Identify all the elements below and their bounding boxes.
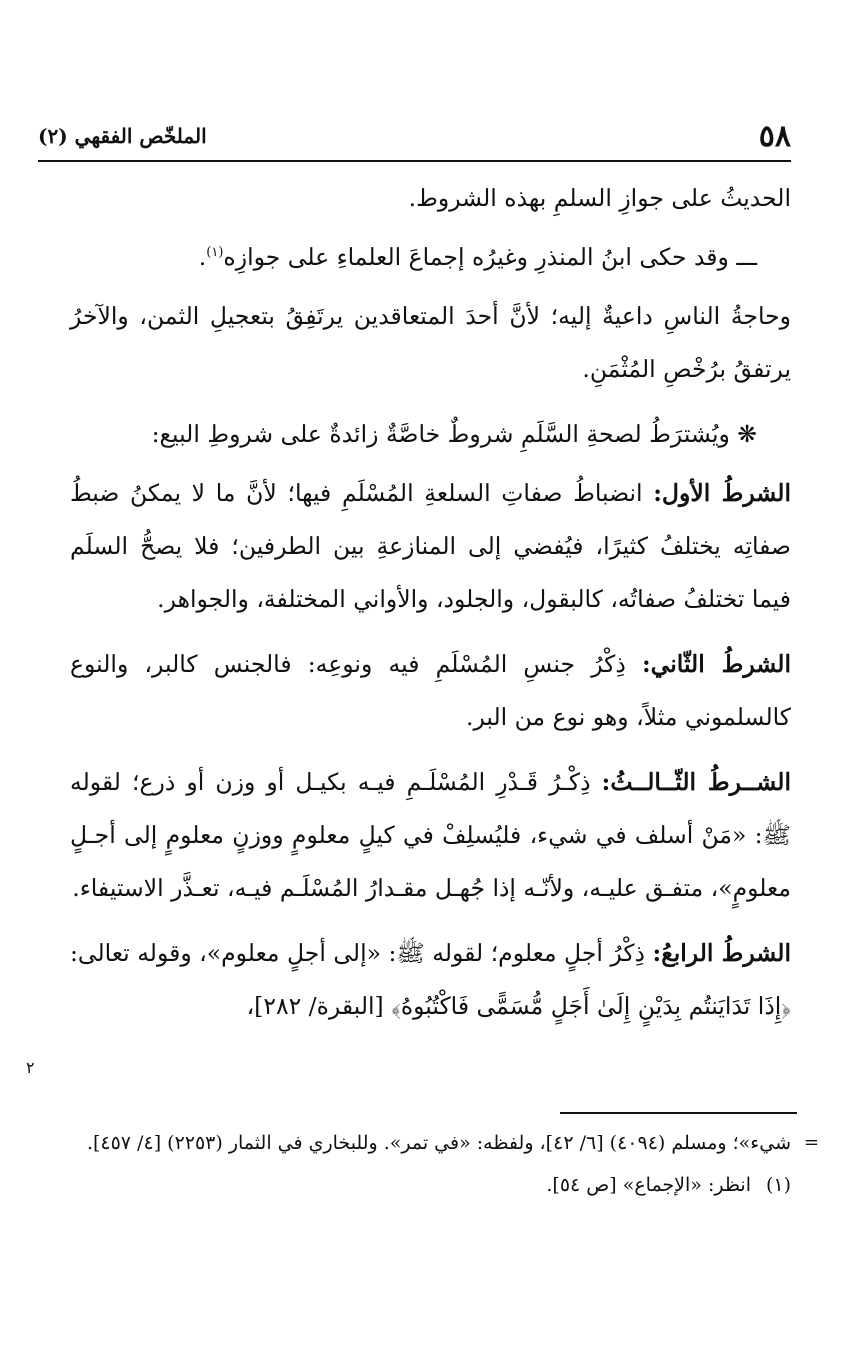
footnote-1-text: انظر: «الإجماع» [ص ٥٤].	[546, 1174, 751, 1196]
condition-4-label: الشرطُ الرابعُ:	[652, 939, 791, 967]
condition-4-text: ذِكْرُ أجلٍ معلوم؛ لقوله ﷺ: «إلى أجلٍ معلوم»، وقوله تعالى: ﴿إِذَا تَدَايَنتُم بِدَيْنٍ إِلَىٰ أَجَلٍ مُّسَمًّى فَاكْتُبُوهُ﴾ [البقرة/ ٢٨٢]،	[70, 939, 791, 1020]
paragraph-4: ❋ ويُشترَطُ لصحةِ السَّلَمِ شروطٌ خاصَّةٌ زائدةٌ على شروطِ البيع:	[151, 420, 757, 448]
book-title: الملخّص الفقهي (٢)	[38, 124, 207, 148]
footnote-continuation-mark: =	[803, 1132, 819, 1153]
condition-3-label: الشــرطُ الثّــالــثُ:	[601, 768, 791, 796]
paragraph-3: وحاجةُ الناسِ داعيةٌ إليه؛ لأنَّ أحدَ المتعاقدين يرتَفِقُ بتعجيلِ الثمن، والآخرُ يرتفقُ برُخْصِ المُثْمَنِ.	[70, 302, 791, 383]
footnote-1-number: (١)	[765, 1174, 791, 1196]
condition-2	[70, 638, 791, 744]
page-number: ٥٨	[758, 118, 791, 154]
condition-2-label: الشرطُ الثّاني:	[642, 650, 791, 678]
paragraph-2-text: ـــ وقد حكى ابنُ المنذرِ وغيرُه إجماعَ العلماءِ على جوازِه	[223, 243, 757, 271]
footnote-continued: شيء»؛ ومسلم (٤٠٩٤) [٦/ ٤٢]، ولفظه: «في تمر». وللبخاري في الثمار (٢٢٥٣) [٤/ ٤٥٧].	[86, 1132, 791, 1154]
condition-3-text: ذِكْـرُ قَـدْرِ المُسْلَـمِ فيـه بكيـل أو وزن أو ذرع؛ لقوله ﷺ: «مَنْ أسلف في شيء، فليُسلِفْ في كيلٍ معلومٍ ووزنٍ معلومٍ إلى أجـلٍ معلومٍ»، متفـق عليـه، ولأنّـه إذا جُهـل مقـدارُ المُسْلَـم فيـه، تعـذَّر الاستيفاء.	[70, 768, 791, 902]
footnotes	[78, 1124, 791, 1208]
main-text	[70, 172, 791, 1045]
paragraph-1: الحديثُ على جوازِ السلمِ بهذه الشروط.	[408, 184, 791, 212]
footnote-1	[78, 1166, 791, 1204]
margin-mark: ٢	[26, 1058, 35, 1077]
condition-1	[70, 467, 791, 626]
footnote-divider	[560, 1112, 797, 1114]
paragraph-2-end: .	[198, 243, 207, 271]
page-header	[38, 116, 791, 156]
footnote-ref-1[interactable]: (١)	[206, 245, 224, 261]
paragraph-2	[70, 231, 791, 284]
condition-4	[70, 927, 791, 1033]
condition-1-text: انضباطُ صفاتِ السلعةِ المُسْلَمِ فيها؛ لأنَّ ما لا يمكنُ ضبطُ صفاتِه يختلفُ كثيرًا، فيُفضي إلى المنازعةِ بين الطرفين؛ فلا يصحُّ السلَم فيما تختلفُ صفاتُه، كالبقول، والجلود، والأواني المختلفة، والجواهر.	[70, 479, 791, 613]
condition-3	[70, 756, 791, 915]
header-divider	[38, 160, 791, 162]
condition-2-text: ذِكْرُ جنسِ المُسْلَمِ فيه ونوعِه: فالجنس كالبر، والنوع كالسلموني مثلاً، وهو نوع من البر.	[70, 650, 791, 731]
condition-1-label: الشرطُ الأول:	[653, 479, 791, 507]
